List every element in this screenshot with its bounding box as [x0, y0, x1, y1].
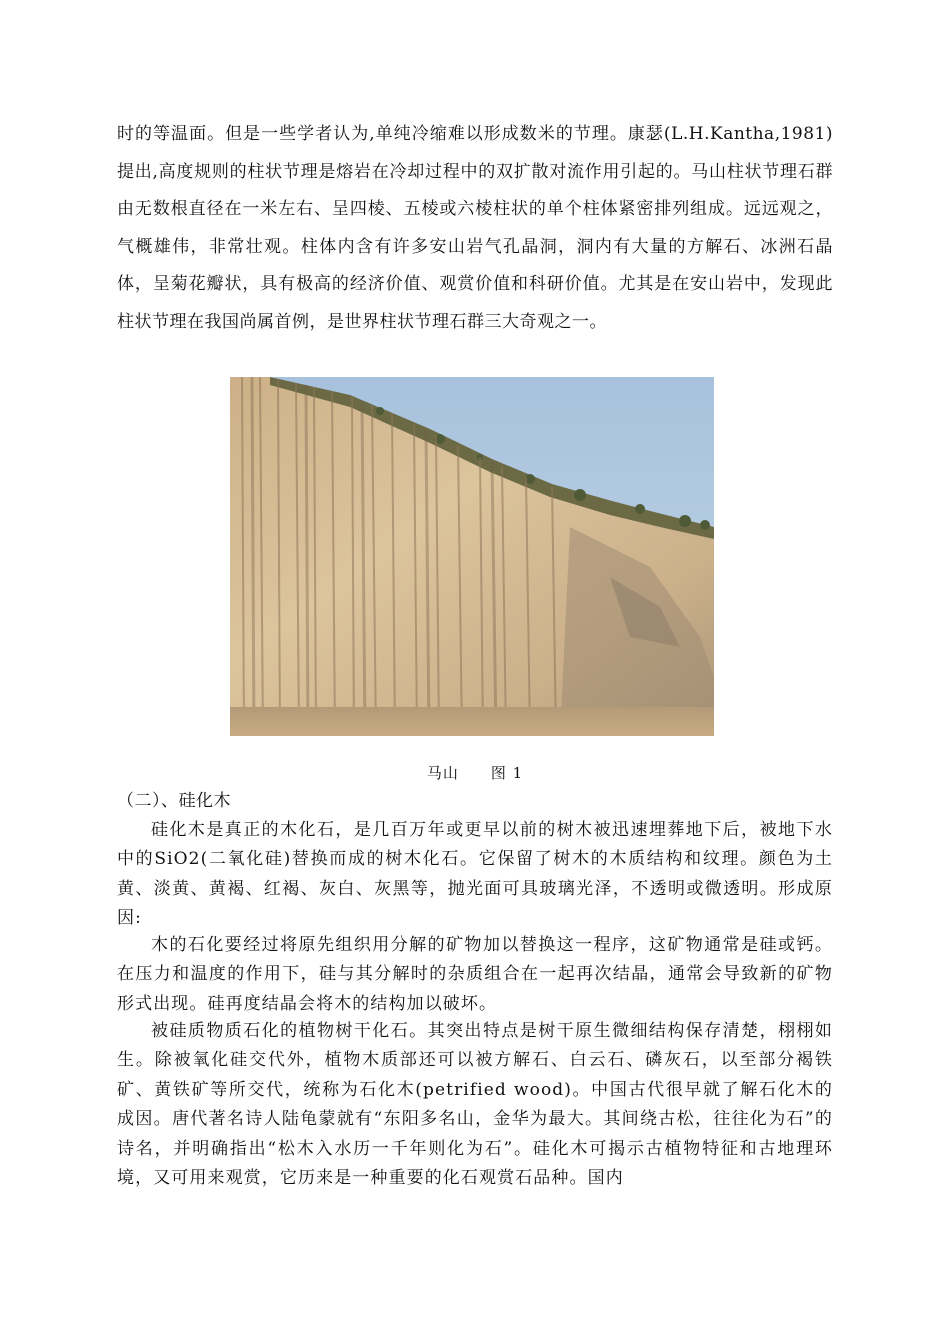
figure-caption: 马山 图 1	[426, 764, 524, 782]
body-paragraph-petrified-wood-intro: 硅化木是真正的木化石，是几百万年或更早以前的树木被迅速埋葬地下后，被地下水中的SiO2(二氧化硅)替换而成的树木化石。它保留了树木的木质结构和纹理。颜色为土黄、淡黄、黄褐、红褐、灰白、灰黑等，抛光面可具玻璃光泽，不透明或微透明。形成原因:	[117, 820, 833, 929]
section-heading-petrified-wood: （二）、硅化木	[117, 791, 231, 811]
columnar-joint-cliff-photo	[230, 377, 714, 736]
body-paragraph-petrification-process: 木的石化要经过将原先组织用分解的矿物加以替换这一程序，这矿物通常是硅或钙。在压力和温度的作用下，硅与其分解时的杂质组合在一起再次结晶，通常会导致新的矿物形式出现。硅再度结晶会将木的结构加以破坏。	[117, 935, 833, 1014]
body-paragraph-columnar-joints: 时的等温面。但是一些学者认为,单纯冷缩难以形成数米的节理。康瑟(L.H.Kantha,1981)提出,高度规则的柱状节理是熔岩在冷却过程中的双扩散对流作用引起的。马山柱状节理石群由无数根直径在一米左右、呈四棱、五棱或六棱柱状的单个柱体紧密排列组成。远远观之，气概雄伟，非常壮观。柱体内含有许多安山岩气孔晶洞，洞内有大量的方解石、冰洲石晶体，呈菊花瓣状，具有极高的经济价值、观赏价值和科研价值。尤其是在安山岩中，发现此柱状节理在我国尚属首例，是世界柱状节理石群三大奇观之一。	[117, 124, 833, 332]
body-paragraph-silicified-trunk: 被硅质物质石化的植物树干化石。其突出特点是树干原生微细结构保存清楚，栩栩如生。除被氧化硅交代外，植物木质部还可以被方解石、白云石、磷灰石，以至部分褐铁矿、黄铁矿等所交代，统称为石化木(petrified wood)。中国古代很早就了解石化木的成因。唐代著名诗人陆龟蒙就有“东阳多名山，金华为最大。其间绕古松，往往化为石”的诗名，并明确指出“松木入水历一千年则化为石”。硅化木可揭示古植物特征和古地理环境，又可用来观赏，它历来是一种重要的化石观赏石品种。国内	[117, 1021, 833, 1189]
